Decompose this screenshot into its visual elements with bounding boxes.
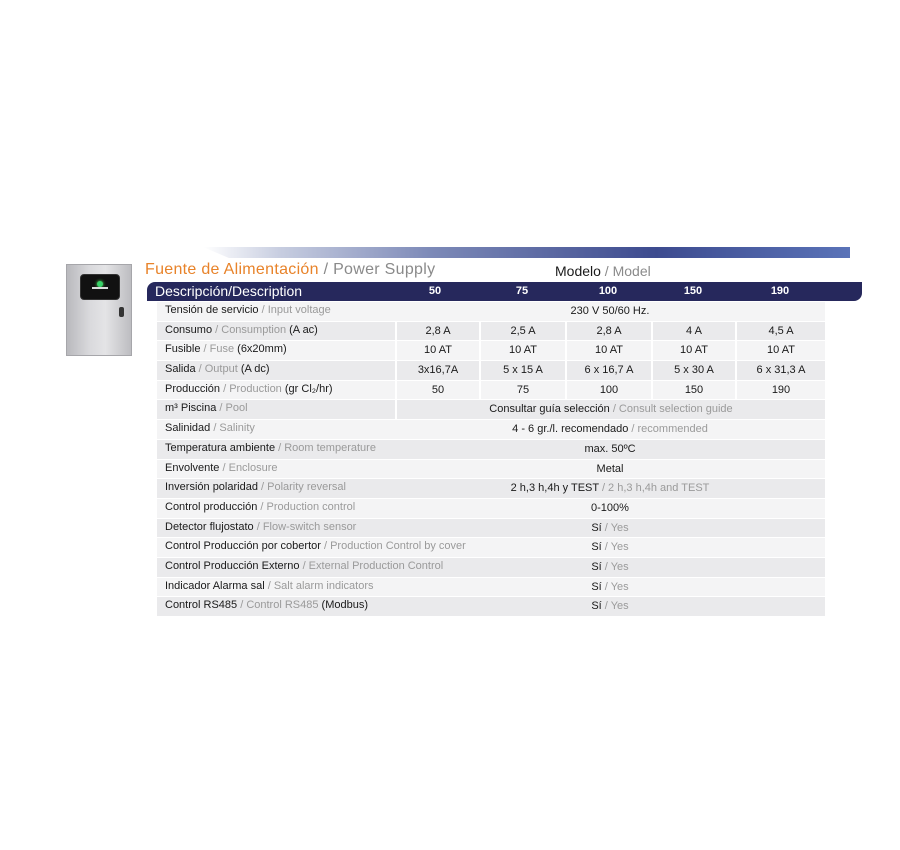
spec-table [157, 302, 825, 617]
span-value: Sí / Yes [591, 560, 629, 573]
span-value: 230 V 50/60 Hz. [570, 305, 650, 317]
row-label: Salinidad / Salinity [165, 422, 255, 435]
row-label: Producción / Production (gr Cl₂/hr) [165, 382, 333, 395]
decorative-swoosh [203, 247, 850, 258]
power-supply-photo [66, 264, 132, 356]
value-cell: 150 [651, 381, 735, 400]
value-cell: 2,8 A [395, 322, 479, 341]
table-row [157, 479, 825, 499]
table-row [157, 341, 825, 361]
value-cell: 5 x 15 A [479, 361, 565, 380]
value-cell: 10 AT [395, 341, 479, 360]
row-label: Indicador Alarma sal / Salt alarm indicators [165, 579, 374, 592]
table-row [157, 420, 825, 440]
span-value: 0-100% [591, 501, 629, 514]
span-value: 4 - 6 gr./l. recomendado / recommended [512, 423, 708, 436]
table-row [157, 519, 825, 539]
span-value: Sí / Yes [591, 600, 629, 613]
row-label: Detector flujostato / Flow-switch sensor [165, 520, 357, 533]
row-label: Fusible / Fuse (6x20mm) [165, 343, 287, 356]
value-cell: 2,8 A [565, 322, 651, 341]
row-label: Envolvente / Enclosure [165, 461, 278, 474]
description-header: Descripción/Description [155, 283, 303, 299]
value-cell: 190 [735, 381, 825, 400]
value-cell: 2,5 A [479, 322, 565, 341]
table-row [157, 361, 825, 381]
row-label: Inversión polaridad / Polarity reversal [165, 481, 346, 494]
table-row [157, 302, 825, 322]
row-label: Temperatura ambiente / Room temperature [165, 441, 376, 454]
row-label: Salida / Output (A dc) [165, 363, 270, 376]
value-cell: 10 AT [479, 341, 565, 360]
model-label: Modelo / Model [555, 263, 651, 279]
row-label: m³ Piscina / Pool [165, 402, 248, 415]
span-value: Sí / Yes [591, 521, 629, 534]
span-value: Sí / Yes [591, 541, 629, 554]
model-header-190: 190 [770, 285, 790, 297]
span-value: Sí / Yes [591, 580, 629, 593]
table-row [157, 460, 825, 480]
value-cell: 10 AT [565, 341, 651, 360]
table-row [157, 381, 825, 401]
row-label: Control producción / Production control [165, 500, 356, 513]
table-row [157, 578, 825, 598]
row-label: Tensión de servicio / Input voltage [165, 304, 331, 316]
table-header [147, 282, 862, 301]
table-row [157, 597, 825, 617]
span-value: 2 h,3 h,4h y TEST / 2 h,3 h,4h and TEST [510, 482, 710, 495]
span-value: max. 50ºC [584, 442, 636, 455]
switch-knob-icon [119, 307, 124, 317]
value-cell: 3x16,7A [395, 361, 479, 380]
row-label: Control Producción por cobertor / Production Control by cover [165, 540, 466, 553]
span-value: Consultar guía selección / Consult selection guide [395, 400, 825, 419]
table-row [157, 538, 825, 558]
value-cell: 50 [395, 381, 479, 400]
span-value: Metal [596, 462, 624, 475]
model-header-50: 50 [428, 285, 442, 297]
display-screen [80, 274, 120, 300]
row-label: Control RS485 / Control RS485 (Modbus) [165, 599, 369, 612]
table-row [157, 499, 825, 519]
section-title: Fuente de Alimentación / Power Supply [145, 261, 436, 278]
table-row [157, 440, 825, 460]
value-cell: 10 AT [735, 341, 825, 360]
model-header-100: 100 [598, 285, 618, 297]
table-row [157, 558, 825, 578]
value-cell: 100 [565, 381, 651, 400]
value-cell: 5 x 30 A [651, 361, 735, 380]
table-row [157, 322, 825, 342]
model-header-150: 150 [683, 285, 703, 297]
value-cell: 75 [479, 381, 565, 400]
table-row [157, 400, 825, 420]
model-header-75: 75 [515, 285, 529, 297]
value-cell: 4,5 A [735, 322, 825, 341]
row-label: Consumo / Consumption (A ac) [165, 323, 318, 336]
value-cell: 4 A [651, 322, 735, 341]
value-cell: 6 x 31,3 A [735, 361, 825, 380]
value-cell: 10 AT [651, 341, 735, 360]
value-cell: 6 x 16,7 A [565, 361, 651, 380]
row-label: Control Producción Externo / External Production Control [165, 559, 444, 572]
